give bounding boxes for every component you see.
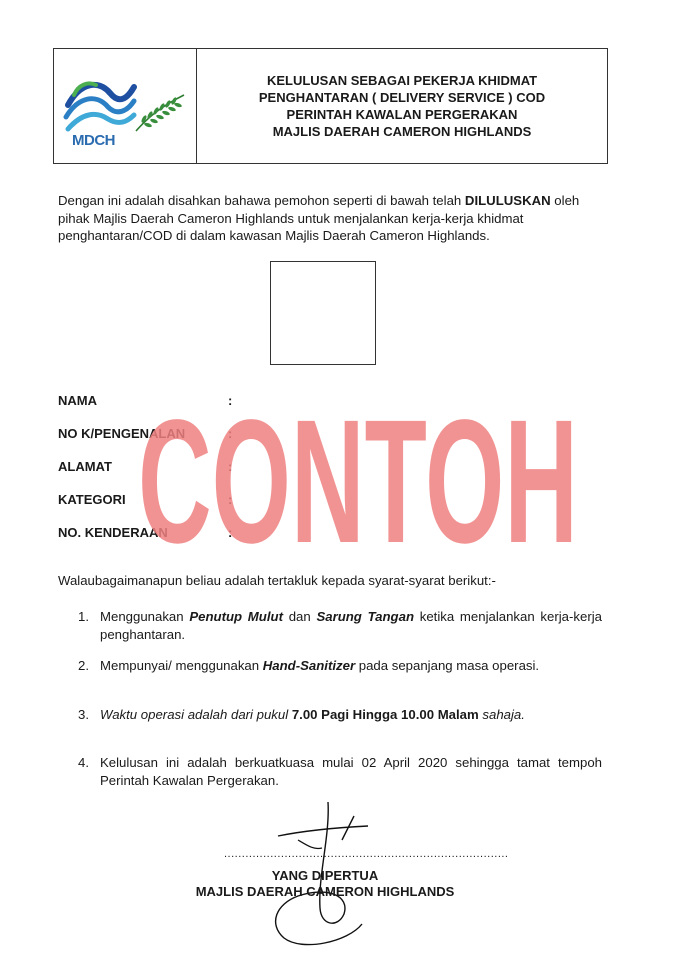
condition-number: 4. <box>78 755 89 770</box>
signatory-title: YANG DIPERTUA <box>271 868 379 883</box>
condition-text: dan <box>282 609 317 624</box>
approved-status: DILULUSKAN <box>464 193 551 208</box>
condition-emphasis: Sarung Tangan <box>316 609 414 624</box>
condition-text: Menggunakan <box>100 609 190 624</box>
condition-text: Waktu operasi adalah dari pukul <box>100 707 292 722</box>
field-label-kategori: KATEGORI <box>58 492 126 507</box>
condition-item <box>78 706 602 724</box>
field-colon: : <box>228 492 233 507</box>
condition-number: 3. <box>78 707 89 722</box>
header-title-line: PENGHANTARAN ( DELIVERY SERVICE ) COD <box>258 90 546 105</box>
operating-hours: 7.00 Pagi Hingga 10.00 Malam <box>291 707 479 722</box>
header-title <box>197 49 607 163</box>
field-colon: : <box>228 426 233 441</box>
condition-item <box>78 608 602 643</box>
signatory-organization: MAJLIS DAERAH CAMERON HIGHLANDS <box>195 884 455 899</box>
field-colon: : <box>228 525 233 540</box>
condition-text: sahaja. <box>478 707 525 722</box>
condition-number: 2. <box>78 658 89 673</box>
condition-number: 1. <box>78 609 89 624</box>
condition-text: Kelulusan ini adalah berkuatkuasa mulai 02 April 2020 sehingga tamat tempoh Perintah Kawalan Pergerakan. <box>100 755 602 788</box>
field-colon: : <box>228 459 233 474</box>
svg-text:MDCH: MDCH <box>72 132 115 149</box>
condition-text: Mempunyai/ menggunakan <box>100 658 263 673</box>
header-title-line: MAJLIS DAERAH CAMERON HIGHLANDS <box>272 124 532 139</box>
condition-emphasis: Penutup Mulut <box>189 609 283 624</box>
condition-item <box>78 657 602 675</box>
field-label-ic: NO K/PENGENALAN <box>58 426 186 441</box>
condition-emphasis: Hand-Sanitizer <box>262 658 356 673</box>
photo-box <box>270 261 376 365</box>
sample-watermark <box>128 384 588 580</box>
intro-text: Dengan ini adalah disahkan bahawa pemohon seperti di bawah telah <box>58 193 465 208</box>
conditions-lead: Walaubagaimanapun beliau adalah tertakluk kepada syarat-syarat berikut:- <box>58 573 496 588</box>
condition-item <box>78 754 602 789</box>
header-title-line: KELULUSAN SEBAGAI PEKERJA KHIDMAT <box>266 73 538 88</box>
header-title-line: PERINTAH KAWALAN PERGERAKAN <box>286 107 518 122</box>
field-label-kenderaan: NO. KENDERAAN <box>58 525 168 540</box>
condition-text: ketika menjalankan kerja-kerja penghantaran. <box>100 609 602 642</box>
field-label-alamat: ALAMAT <box>58 459 112 474</box>
mdch-logo <box>60 65 190 149</box>
signature-line: ................................................................................ <box>224 848 509 860</box>
field-label-nama: NAMA <box>58 393 97 408</box>
condition-text: pada sepanjang masa operasi. <box>355 658 540 673</box>
intro-paragraph <box>58 192 606 245</box>
letter-header <box>53 48 608 164</box>
svg-text:CONTOH: CONTOH <box>138 384 578 580</box>
field-colon: : <box>228 393 233 408</box>
intro-text: oleh pihak Majlis Daerah Cameron Highlands untuk menjalankan kerja-kerja khidmat penghantaran/COD di dalam kawasan Majlis Daerah Cameron Highlands. <box>58 193 580 243</box>
